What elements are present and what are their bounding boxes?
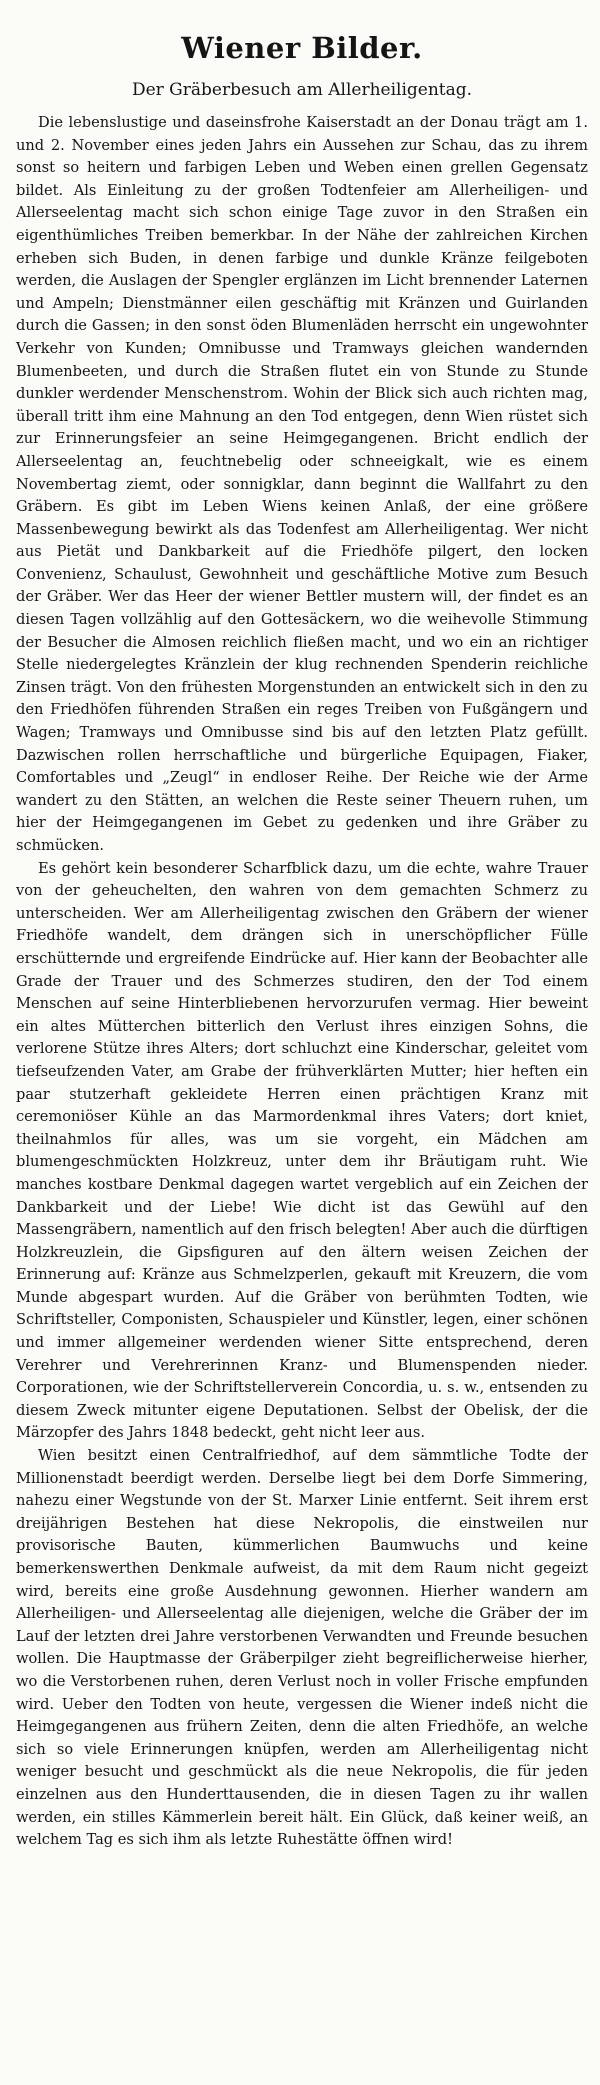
article-title: Wiener Bilder. [181, 31, 423, 65]
article-body [16, 112, 588, 1852]
paragraph: Die lebenslustige und daseinsfrohe Kaiserstadt an der Donau trägt am 1. und 2. November eines jeden Jahrs ein Aussehen zur Schau, das zu ihrem sonst so heitern und farbigen Leben und Weben einen grellen Gegensatz bildet. Als Einleitung zu der großen Todtenfeier am Allerheiligen- und Allerseelentag macht sich schon einige Tage zuvor in den Straßen ein eigenthümliches Treiben bemerkbar. In der Nähe der zahlreichen Kirchen erheben sich Buden, in denen farbige und dunkle Kränze feilgeboten werden, die Auslagen der Spengler erglänzen im Licht brennender Laternen und Ampeln; Dienstmänner eilen geschäftig mit Kränzen und Guirlanden durch die Gassen; in den sonst öden Blumenläden herrscht ein ungewohnter Verkehr von Kunden; Omnibusse und Tramways gleichen wandernden Blumenbeeten, und durch die Straßen flutet ein von Stunde zu Stunde dunkler werdender Menschenstrom. Wohin der Blick sich auch richten mag, überall tritt ihm eine Mahnung an den Tod entgegen, denn Wien rüstet sich zur Erinnerungsfeier an seine Heimgegangenen. Bricht endlich der Allerseelentag an, feuchtnebelig oder schneeigkalt, wie es einem Novembertag ziemt, oder sonnigklar, dann beginnt die Wallfahrt zu den Gräbern. Es gibt im Leben Wiens keinen Anlaß, der eine größere Massenbewegung bewirkt als das Todenfest am Allerheiligentag. Wer nicht aus Pietät und Dankbarkeit auf die Friedhöfe pilgert, den locken Convenienz, Schaulust, Gewohnheit und geschäftliche Motive zum Besuch der Gräber. Wer das Heer der wiener Bettler mustern will, der findet es an diesen Tagen vollzählig auf den Gottesäckern, wo die weihevolle Stimmung der Besucher die Almosen reichlich fließen macht, und wo ein an richtiger Stelle niedergelegtes Kränzlein der klug rechnenden Spenderin reichliche Zinsen trägt. Von den frühesten Morgenstunden an entwickelt sich in den zu den Friedhöfen führenden Straßen ein reges Treiben von Fußgängern und Wagen; Tramways und Omnibusse sind bis auf den letzten Platz gefüllt. Dazwischen rollen herrschaftliche und bürgerliche Equipagen, Fiaker, Comfortables und „Zeugl“ in endloser Reihe. Der Reiche wie der Arme wandert zu den Stätten, an welchen die Reste seiner Theuern ruhen, um hier der Heimgegangenen im Gebet zu gedenken und ihre Gräber zu schmücken. [16, 114, 588, 854]
paragraph: Wien besitzt einen Centralfriedhof, auf dem sämmtliche Todte der Millionenstadt beerdigt werden. Derselbe liegt bei dem Dorfe Simmering, nahezu einer Wegstunde von der St. Marxer Linie entfernt. Seit ihrem erst dreijährigen Bestehen hat diese Nekropolis, die einstweilen nur provisorische Bauten, kümmerlichen Baumwuchs und keine bemerkenswerthen Denkmale aufweist, da mit dem Raum nicht gegeizt wird, bereits eine große Ausdehnung gewonnen. Hierher wandern am Allerheiligen- und Allerseelentag alle diejenigen, welche die Gräber der im Lauf der letzten drei Jahre verstorbenen Verwandten und Freunde besuchen wollen. Die Hauptmasse der Gräberpilger zieht begreiflicherweise hierher, wo die Verstorbenen ruhen, deren Verlust noch in voller Frische empfunden wird. Ueber den Todten von heute, vergessen die Wiener indeß nicht die Heimgegangenen aus frühern Zeiten, denn die alten Friedhöfe, an welche sich so viele Erinnerungen knüpfen, werden am Allerheiligentag nicht weniger besucht und geschmückt als die neue Nekropolis, die für jeden einzelnen aus den Hunderttausenden, die in diesen Tagen zu ihr wallen werden, ein stilles Kämmerlein bereit hält. Ein Glück, daß keiner weiß, an welchem Tag es sich ihm als letzte Ruhestätte öffnen wird! [16, 1447, 588, 1849]
article-subtitle: Der Gräberbesuch am Allerheiligentag. [131, 80, 473, 100]
paragraph: Es gehört kein besonderer Scharfblick dazu, um die echte, wahre Trauer von der geheuchelten, den wahren von dem gemachten Schmerz zu unterscheiden. Wer am Allerheiligentag zwischen den Gräbern der wiener Friedhöfe wandelt, dem drängen sich in unerschöpflicher Fülle erschütternde und ergreifende Eindrücke auf. Hier kann der Beobachter alle Grade der Trauer und des Schmerzes studiren, den der Tod einem Menschen auf seine Hinterbliebenen hervorzurufen vermag. Hier beweint ein altes Mütterchen bitterlich den Verlust ihres einzigen Sohns, die verlorene Stütze ihres Alters; dort schluchzt eine Kinderschar, geleitet vom tiefseufzenden Vater, am Grabe der frühverklärten Mutter; hier heften ein paar stutzerhaft gekleidete Herren einen prächtigen Kranz mit ceremoniöser Kühle an das Marmordenkmal ihres Vaters; dort kniet, theilnahmlos für alles, was um sie vorgeht, ein Mädchen am blumengeschmückten Holzkreuz, unter dem ihr Bräutigam ruht. Wie manches kostbare Denkmal dagegen wartet vergeblich auf ein Zeichen der Dankbarkeit und der Liebe! Wie dicht ist das Gewühl auf den Massengräbern, namentlich auf den frisch belegten! Aber auch die dürftigen Holzkreuzlein, die Gipsfiguren auf den ältern weisen Zeichen der Erinnerung auf: Kränze aus Schmelzperlen, gekauft mit Kreuzern, die vom Munde abgespart wurden. Auf die Gräber von berühmten Todten, wie Schriftsteller, Componisten, Schauspieler und Künstler, legen, einer schönen und immer allgemeiner werdenden wiener Sitte entsprechend, deren Verehrer und Verehrerinnen Kranz- und Blumenspenden nieder. Corporationen, wie der Schriftstellerverein Concordia, u. s. w., entsenden zu diesem Zweck mitunter eigene Deputationen. Selbst der Obelisk, der die Märzopfer des Jahrs 1848 bedeckt, geht nicht leer aus. [16, 859, 588, 1442]
